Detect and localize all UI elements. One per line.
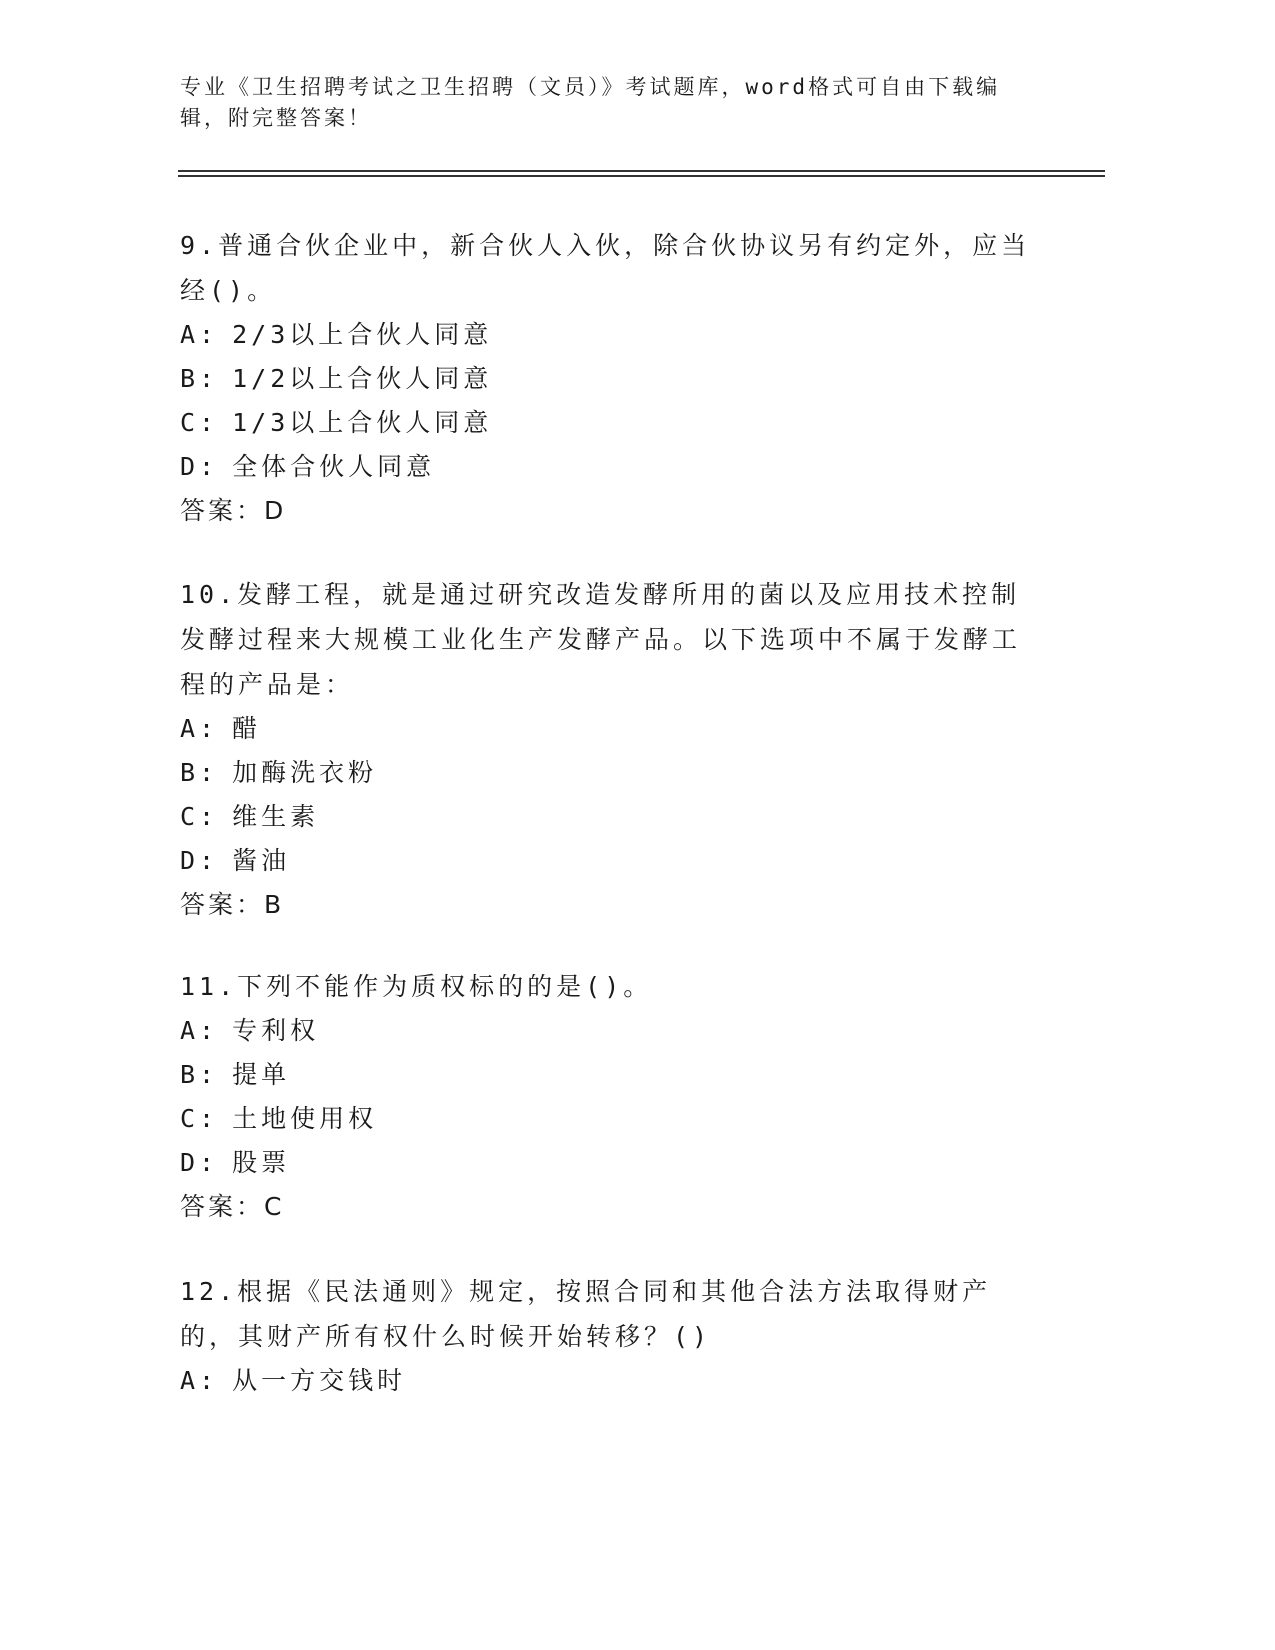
option-a: A: 专利权 xyxy=(180,1016,320,1045)
question-stem: 9.普通合伙企业中，新合伙人入伙，除合伙协议另有约定外，应当经()。 xyxy=(180,231,1031,305)
option-d: D: 全体合伙人同意 xyxy=(180,452,436,481)
option-a: A: 从一方交钱时 xyxy=(180,1366,407,1395)
option-d: D: 酱油 xyxy=(180,846,291,875)
option-c: C: 维生素 xyxy=(180,802,320,831)
answer-label: 答案：B xyxy=(180,890,285,919)
question-12 xyxy=(180,1269,1040,1403)
document-header: 专业《卫生招聘考试之卫生招聘（文员）》考试题库，word格式可自由下载编辑，附完整答案！ xyxy=(180,75,1001,130)
option-d: D: 股票 xyxy=(180,1148,291,1177)
question-9 xyxy=(180,223,1040,533)
option-c: C: 土地使用权 xyxy=(180,1104,378,1133)
question-11 xyxy=(180,964,1040,1229)
question-stem: 11.下列不能作为质权标的的是()。 xyxy=(180,972,653,1001)
header-divider-bottom xyxy=(178,175,1105,177)
option-a: A: 2/3以上合伙人同意 xyxy=(180,320,493,349)
question-stem: 10.发酵工程，就是通过研究改造发酵所用的菌以及应用技术控制发酵过程来大规模工业化生产发酵产品。以下选项中不属于发酵工程的产品是： xyxy=(180,580,1022,699)
option-b: B: 提单 xyxy=(180,1060,291,1089)
header-divider-top xyxy=(178,170,1105,172)
option-b: B: 加酶洗衣粉 xyxy=(180,758,378,787)
answer-label: 答案：C xyxy=(180,1192,285,1221)
question-10 xyxy=(180,572,1040,927)
option-b: B: 1/2以上合伙人同意 xyxy=(180,364,493,393)
option-c: C: 1/3以上合伙人同意 xyxy=(180,408,493,437)
answer-label: 答案：D xyxy=(180,496,287,525)
question-stem: 12.根据《民法通则》规定，按照合同和其他合法方法取得财产的，其财产所有权什么时候开始转移？() xyxy=(180,1277,992,1351)
option-a: A: 醋 xyxy=(180,714,262,743)
